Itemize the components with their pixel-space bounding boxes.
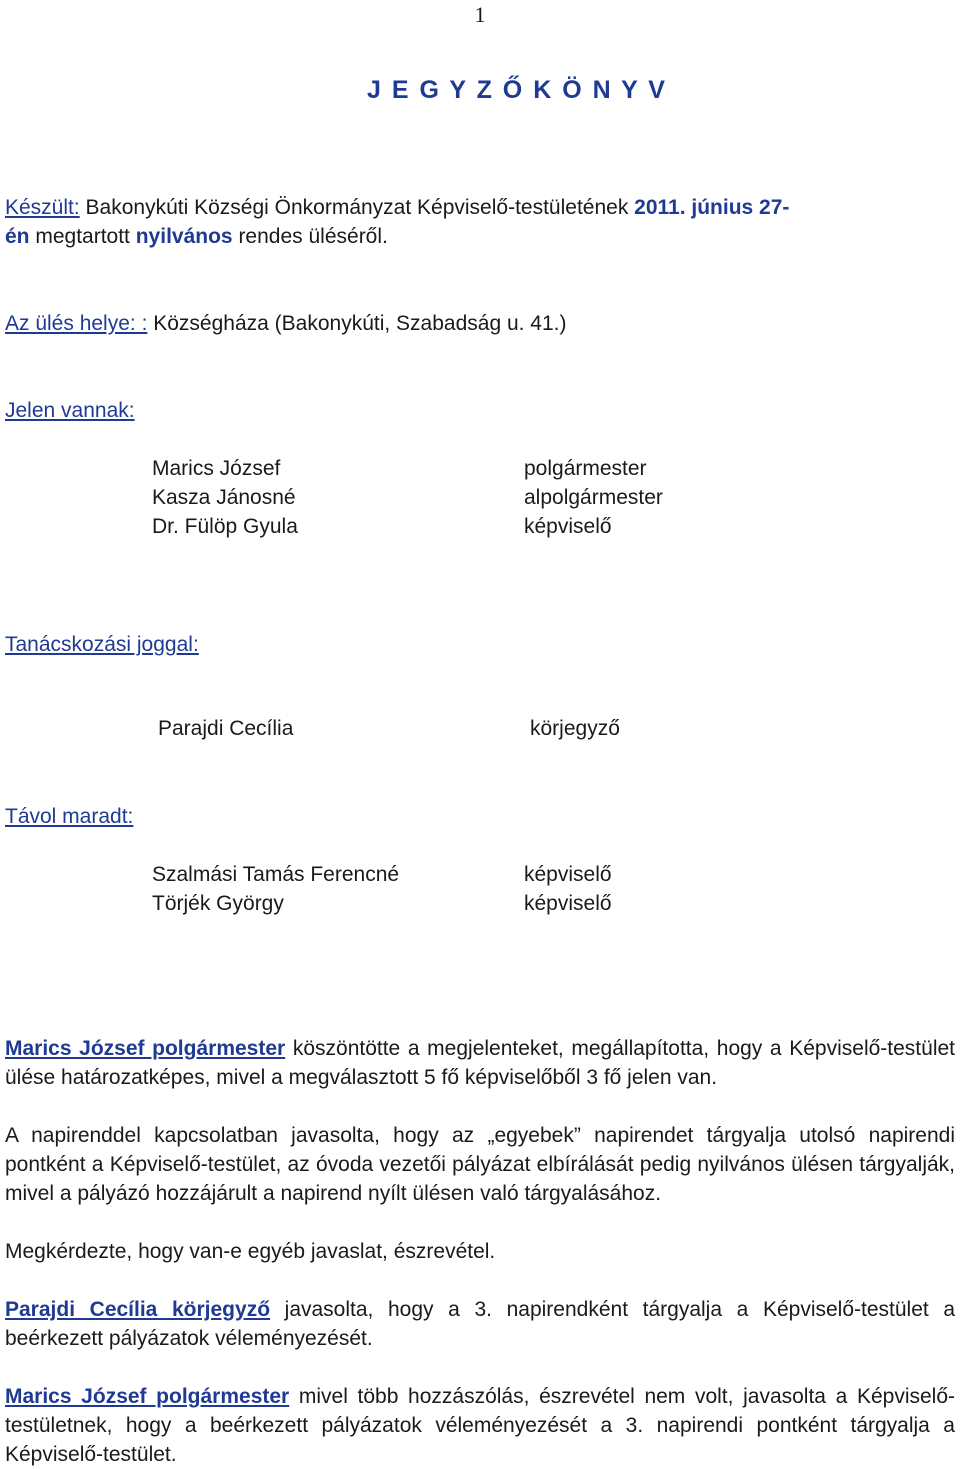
paragraph-text: köszöntötte a megjelenteket, megállapította, hogy a Képviselő-testület ülése határozatképes, mivel a megválasztott 5 fő képviselőből 3 fő jelen van.: [5, 1037, 955, 1089]
present-role: polgármester: [524, 457, 647, 480]
keszult-line-2: [5, 222, 955, 251]
keszult-label: Készült:: [5, 196, 80, 219]
present-role: alpolgármester: [524, 486, 663, 509]
paragraph-text: javasolta, hogy a 3. napirendként tárgyalja a Képviselő-testület a beérkezett pályázatok véleményezését.: [5, 1298, 956, 1350]
meeting-location-line: [5, 309, 955, 338]
present-label: Jelen vannak:: [5, 399, 135, 422]
location-value: Községháza (Bakonykúti, Szabadság u. 41.): [147, 312, 567, 335]
speaker-name: Marics József polgármester: [5, 1385, 290, 1408]
paragraph-text: mivel több hozzászólás, észrevétel nem volt, javasolta a Képviselő-testületnek, hogy a beérkezett pályázatok véleményezését a 3. napirendi pontként tárgyalja a Képviselő-testület.: [5, 1385, 956, 1466]
advisory-role: körjegyző: [530, 717, 620, 740]
paragraph-notary: [5, 1295, 955, 1353]
advisory-label: Tanácskozási joggal:: [5, 633, 199, 656]
absent-name: Szalmási Tamás Ferencné: [152, 863, 400, 886]
absent-name: Törjék György: [152, 892, 284, 915]
paragraph-mayor-proposal: [5, 1382, 955, 1469]
meeting-date-suffix: én: [5, 225, 30, 248]
present-name: Kasza Jánosné: [152, 486, 296, 509]
present-name: Marics József: [152, 457, 281, 480]
meeting-date: 2011. június 27-: [634, 196, 790, 219]
present-role: képviselő: [524, 515, 612, 538]
keszult-line-1: [5, 193, 955, 222]
absent-role: képviselő: [524, 863, 612, 886]
speaker-name: Parajdi Cecília körjegyző: [5, 1298, 271, 1321]
paragraph-question: Megkérdezte, hogy van-e egyéb javaslat, észrevétel.: [5, 1240, 496, 1263]
speaker-name: Marics József polgármester: [5, 1037, 286, 1060]
document-title: J E G Y Z Ő K Ö N Y V: [367, 76, 667, 104]
paragraph-agenda-proposal: A napirenddel kapcsolatban javasolta, hogy az „egyebek” napirendet tárgyalja utolsó napirendi pontként a Képviselő-testület, az óvoda vezetői pályázat elbírálását pedig nyilvános ülésen tárgyalják, mivel a pályázó hozzájárult a napirend nyílt ülésen való tárgyalásához.: [5, 1124, 955, 1205]
absent-role: képviselő: [524, 892, 612, 915]
keszult-text-3: rendes üléséről.: [232, 225, 388, 248]
keszult-text: Bakonykúti Községi Önkormányzat Képviselő-testületének: [79, 196, 635, 219]
meeting-type-public: nyilvános: [135, 225, 233, 248]
paragraph-opening: [5, 1034, 955, 1092]
absent-label: Távol maradt:: [5, 805, 134, 828]
advisory-name: Parajdi Cecília: [158, 717, 294, 740]
location-label: Az ülés helye: :: [5, 312, 148, 335]
page-number: 1: [474, 2, 486, 27]
present-name: Dr. Fülöp Gyula: [152, 515, 298, 538]
keszult-text-2: megtartott: [29, 225, 136, 248]
